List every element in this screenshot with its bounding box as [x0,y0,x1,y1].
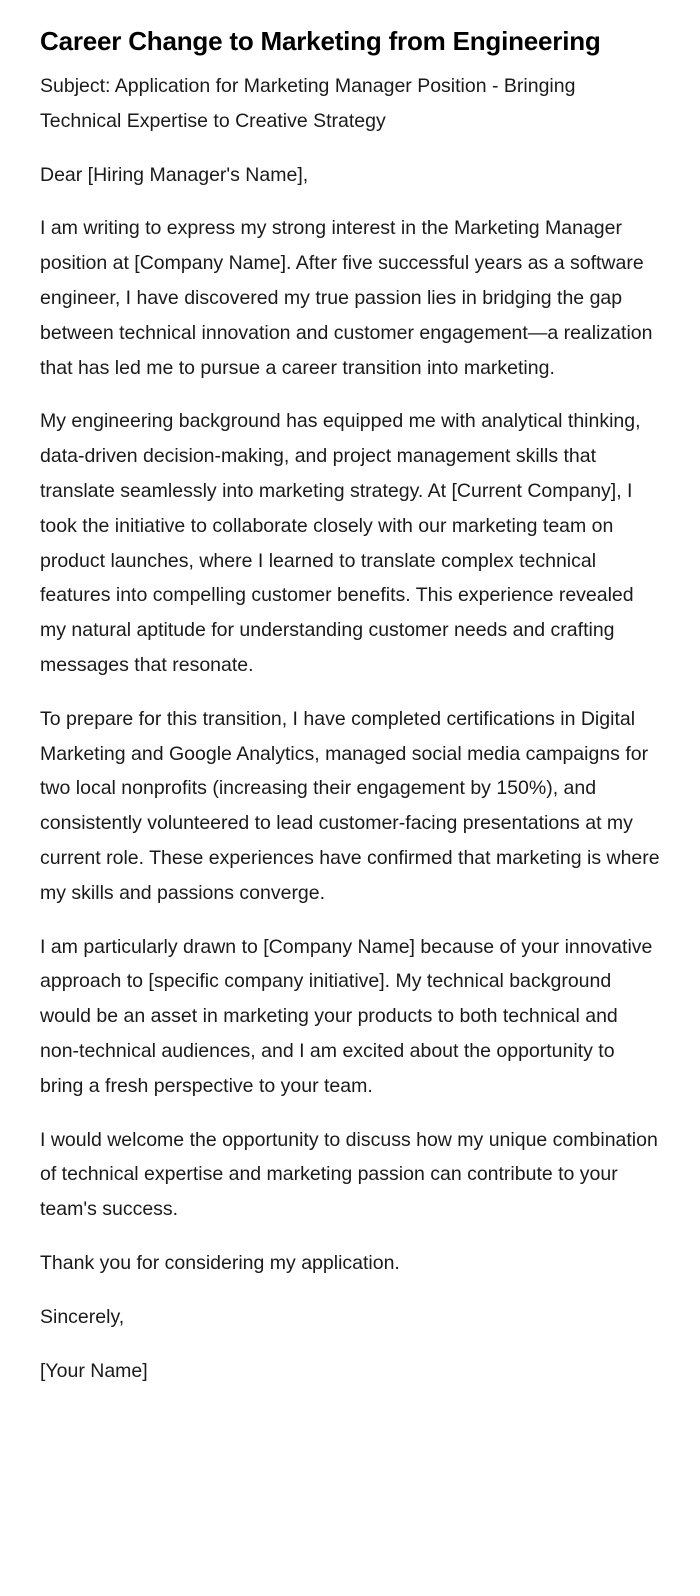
paragraph-preparation: To prepare for this transition, I have completed certifications in Digital Marketing and Google Analytics, managed social media campaigns for two local nonprofits (increasing their engagement by 150%), and consistently volunteered to lead customer-facing presentations at my current role. These experiences have confirmed that marketing is where my skills and passions converge. [40,707,660,904]
closing: Sincerely, [40,1305,125,1328]
paragraph-thanks: Thank you for considering my application. [40,1251,400,1274]
subject-line: Subject: Application for Marketing Manager Position - Bringing Technical Expertise to Creative Strategy [40,75,576,132]
paragraph-background: My engineering background has equipped me with analytical thinking, data-driven decision-making, and project management skills that translate seamlessly into marketing strategy. At [Current Company], I took the initiative to collaborate closely with our marketing team on product launches, where I learned to translate complex technical features into compelling customer benefits. This experience revealed my natural aptitude for understanding customer needs and crafting messages that resonate. [40,410,641,676]
paragraph-discussion: I would welcome the opportunity to discuss how my unique combination of technical expertise and marketing passion can contribute to your team's success. [40,1128,658,1221]
document-title: Career Change to Marketing from Engineering [40,26,601,56]
salutation: Dear [Hiring Manager's Name], [40,163,309,186]
paragraph-intro: I am writing to express my strong interest in the Marketing Manager position at [Company Name]. After five successful years as a software engineer, I have discovered my true passion lies in bridging the gap between technical innovation and customer engagement—a realization that has led me to pursue a career transition into marketing. [40,217,653,379]
paragraph-company-interest: I am particularly drawn to [Company Name] because of your innovative approach to [specific company initiative]. My technical background would be an asset in marketing your products to both technical and non-technical audiences, and I am excited about the opportunity to bring a fresh perspective to your team. [40,935,653,1097]
signature: [Your Name] [40,1359,148,1382]
